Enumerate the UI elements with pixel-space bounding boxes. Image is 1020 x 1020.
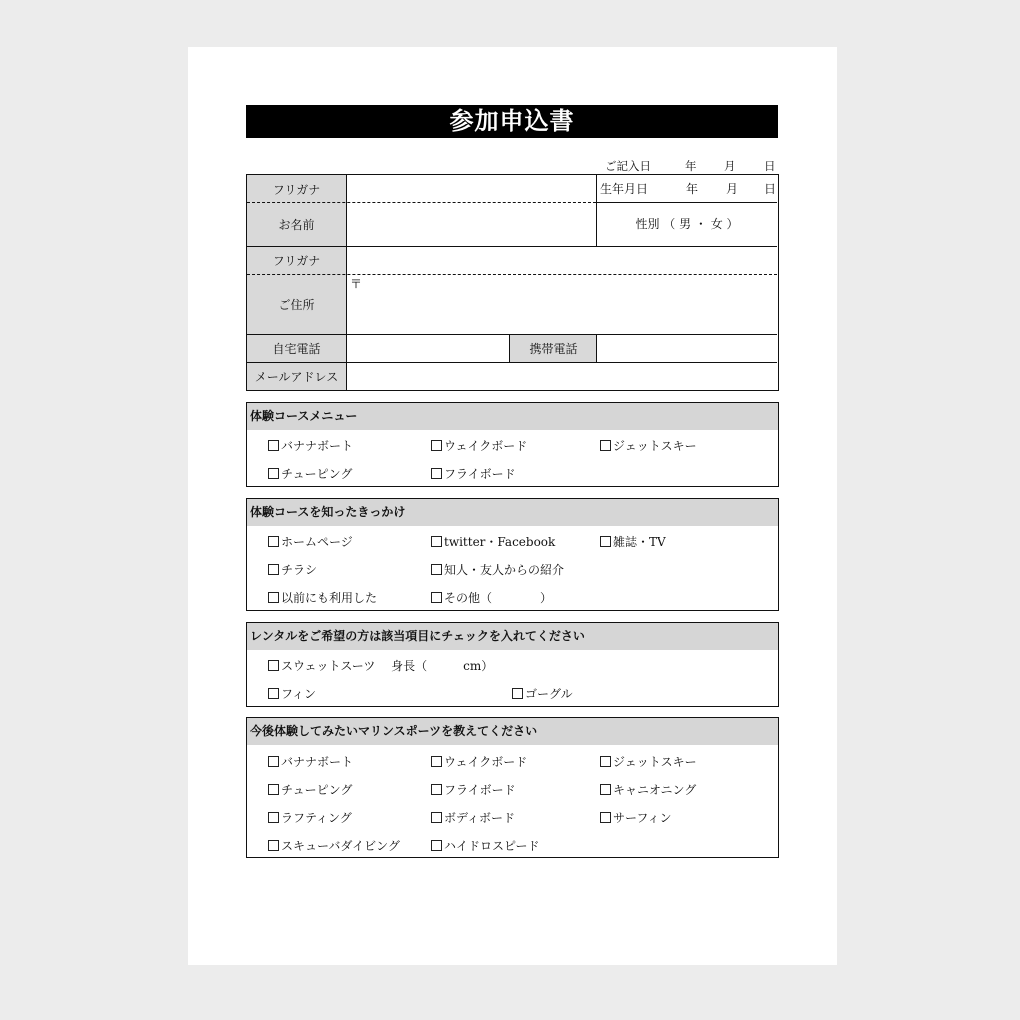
future-sport-option[interactable]: ボディボード — [431, 809, 515, 826]
birth-date-field[interactable] — [597, 175, 777, 202]
address-furigana-field[interactable] — [347, 247, 777, 274]
checkbox[interactable] — [268, 812, 279, 823]
rental-heading: レンタルをご希望の方は該当項目にチェックを入れてください — [247, 623, 778, 650]
checkbox[interactable] — [600, 812, 611, 823]
entry-date-year: 年 — [685, 159, 697, 173]
checkbox[interactable] — [600, 784, 611, 795]
birth-year: 年 — [686, 182, 699, 196]
course-option[interactable]: チューピング — [268, 465, 352, 482]
divider — [247, 202, 596, 203]
checkbox[interactable] — [268, 564, 279, 575]
address-field[interactable] — [347, 275, 777, 334]
checkbox[interactable] — [600, 756, 611, 767]
checkbox[interactable] — [431, 536, 442, 547]
future-sport-option[interactable]: サーフィン — [600, 809, 671, 826]
divider — [247, 274, 777, 275]
how-heard-option[interactable]: 以前にも利用した — [268, 589, 377, 606]
how-heard-option[interactable]: twitter・Facebook — [431, 533, 555, 550]
future-sport-option[interactable]: ハイドロスピード — [431, 837, 540, 854]
email-label: メールアドレス — [247, 363, 346, 390]
email-field[interactable] — [347, 363, 777, 390]
future-sport-option[interactable]: キャニオニング — [600, 781, 696, 798]
divider — [509, 335, 510, 362]
furigana-label: フリガナ — [247, 175, 346, 203]
entry-date-label: ご記入日 — [605, 159, 651, 173]
course-option[interactable]: ウェイクボード — [431, 437, 527, 454]
course-menu-heading: 体験コースメニュー — [247, 403, 778, 430]
checkbox[interactable] — [268, 756, 279, 767]
gender-field[interactable]: 性別 （ 男 ・ 女 ） — [635, 217, 739, 231]
checkbox[interactable] — [268, 784, 279, 795]
checkbox[interactable] — [431, 756, 442, 767]
checkbox[interactable] — [431, 812, 442, 823]
birth-date-label: 生年月日 — [600, 182, 649, 196]
how-heard-heading: 体験コースを知ったきっかけ — [247, 499, 778, 526]
checkbox[interactable] — [431, 468, 442, 479]
rental-option[interactable]: ゴーグル — [512, 685, 573, 702]
checkbox[interactable] — [512, 688, 523, 699]
home-phone-label: 自宅電話 — [247, 335, 346, 362]
mobile-phone-field[interactable] — [597, 335, 777, 362]
divider — [247, 334, 777, 335]
course-option[interactable]: フライボード — [431, 465, 516, 482]
future-sport-option[interactable]: ウェイクボード — [431, 753, 527, 770]
future-sport-option[interactable]: バナナボート — [268, 753, 353, 770]
checkbox[interactable] — [268, 660, 279, 671]
divider — [597, 202, 777, 203]
rental-option[interactable]: フィン — [268, 685, 316, 702]
address-label: ご住所 — [247, 274, 346, 334]
course-option[interactable]: バナナボート — [268, 437, 353, 454]
divider — [596, 335, 597, 362]
checkbox[interactable] — [431, 840, 442, 851]
postal-mark: 〒 — [350, 277, 363, 291]
form-title: 参加申込書 — [246, 105, 778, 138]
future-sport-option[interactable]: スキューバダイビング — [268, 837, 400, 854]
name-field[interactable] — [347, 203, 596, 246]
checkbox[interactable] — [431, 784, 442, 795]
checkbox[interactable] — [431, 564, 442, 575]
rental-option[interactable]: スウェットスーツ 身長（ cm） — [268, 657, 493, 674]
checkbox[interactable] — [431, 440, 442, 451]
course-option[interactable]: ジェットスキー — [600, 437, 697, 454]
divider — [346, 175, 347, 390]
entry-date-day: 日 — [764, 159, 776, 173]
future-sport-option[interactable]: ラフティング — [268, 809, 352, 826]
future-sport-option[interactable]: チューピング — [268, 781, 352, 798]
future-sport-option[interactable]: ジェットスキー — [600, 753, 697, 770]
mobile-phone-label: 携帯電話 — [510, 335, 597, 362]
entry-date-month: 月 — [724, 159, 736, 173]
how-heard-option[interactable]: ホームページ — [268, 533, 353, 550]
checkbox[interactable] — [268, 536, 279, 547]
checkbox[interactable] — [600, 440, 611, 451]
divider — [596, 175, 597, 246]
how-heard-option[interactable]: 雑誌・TV — [600, 533, 666, 550]
checkbox[interactable] — [600, 536, 611, 547]
divider — [247, 362, 777, 363]
checkbox[interactable] — [268, 468, 279, 479]
how-heard-option[interactable]: その他（ ） — [431, 589, 552, 606]
birth-day: 日 — [764, 182, 777, 196]
how-heard-option[interactable]: チラシ — [268, 561, 317, 578]
address-furigana-label: フリガナ — [247, 247, 346, 274]
how-heard-option[interactable]: 知人・友人からの紹介 — [431, 561, 564, 578]
checkbox[interactable] — [431, 592, 442, 603]
future-sport-option[interactable]: フライボード — [431, 781, 516, 798]
divider — [247, 246, 777, 247]
checkbox[interactable] — [268, 688, 279, 699]
furigana-field[interactable] — [347, 175, 596, 202]
checkbox[interactable] — [268, 440, 279, 451]
checkbox[interactable] — [268, 840, 279, 851]
birth-month: 月 — [726, 182, 739, 196]
future-sports-heading: 今後体験してみたいマリンスポーツを教えてください — [247, 718, 778, 745]
checkbox[interactable] — [268, 592, 279, 603]
name-label: お名前 — [247, 203, 346, 246]
home-phone-field[interactable] — [347, 335, 509, 362]
